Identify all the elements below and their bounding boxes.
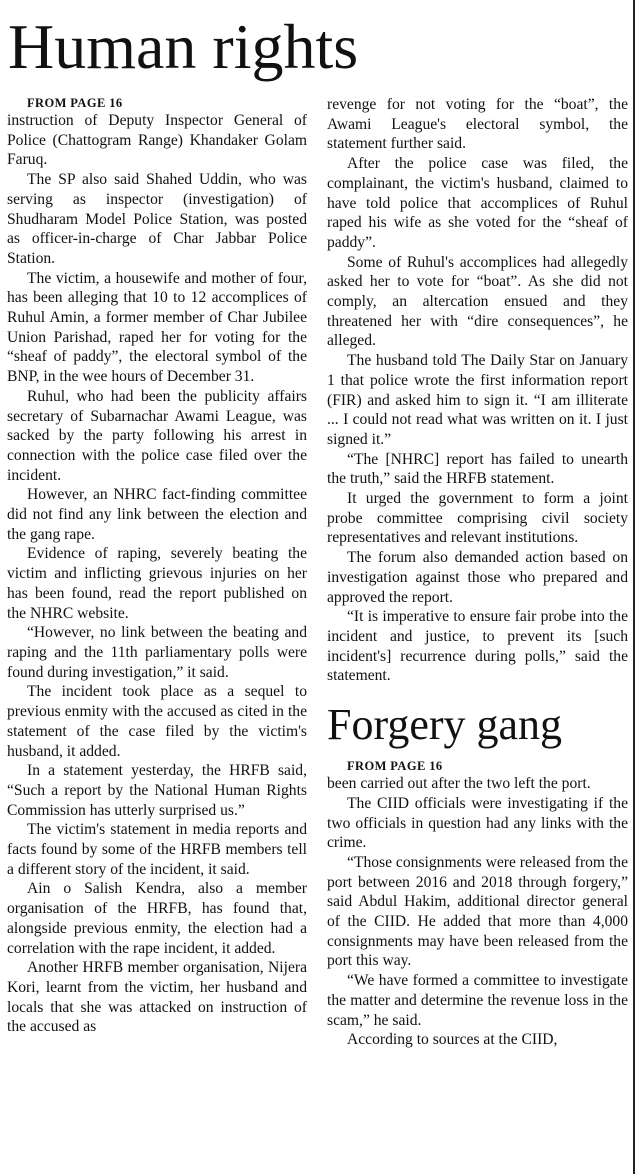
article-paragraph: “The [NHRC] report has failed to unearth the truth,” said the HRFB statement. [327,450,628,488]
article-paragraph: The SP also said Shahed Uddin, who was serving as inspector (investigation) of Shudharam Model Police Station, was posted as officer-in-charge of Char Jabbar Police Station. [7,171,307,267]
article-paragraph: After the police case was filed, the complainant, the victim's husband, claimed to have told police that accomplices of Ruhul raped his wife as she voted for the “sheaf of paddy”. [327,155,628,251]
from-page-label: FROM PAGE 16 [27,96,123,110]
article-paragraph: “Those consignments were released from the port between 2016 and 2018 through forgery,” said Abdul Hakim, additional director general of the CIID. He added that more than 4,000 consignments may have been released from the port this way. [327,853,628,970]
article-paragraph: revenge for not voting for the “boat”, the Awami League's electoral symbol, the statement further said. [327,96,628,153]
from-page-label: FROM PAGE 16 [347,759,443,774]
article-paragraph: been carried out after the two left the port. [327,775,591,793]
article-paragraph: However, an NHRC fact-finding committee did not find any link between the election and the gang rape. [7,486,307,543]
article-paragraph: It urged the government to form a joint probe committee comprising civil society representatives and relevant institutions. [327,490,628,547]
article-paragraph: Ruhul, who had been the publicity affairs secretary of Subarnachar Awami League, was sacked by the party following his arrest in connection with the police case filed over the incident. [7,387,307,484]
article-paragraph: Evidence of raping, severely beating the victim and inflicting grievous injuries on her has been found, read the report published on the NHRC website. [7,545,307,622]
article-paragraph: The victim, a housewife and mother of four, has been alleging that 10 to 12 accomplices of Ruhul Amin, a former member of Char Jubilee Union Parishad, raped her for voting for the “sheaf of paddy”, the electoral symbol of the BNP, in the wee hours of December 31. [7,269,307,386]
article-paragraph: “It is imperative to ensure fair probe into the incident and justice, to prevent its [such incident's] recurrence during polls,” said the statement. [327,608,628,685]
article-paragraph: The victim's statement in media reports and facts found by some of the HRFB members tell a different story of the incident, it said. [7,821,307,878]
left-column [7,95,307,1174]
right-column [327,95,628,1174]
article-paragraph: Ain o Salish Kendra, also a member organisation of the HRFB, has found that, alongside previous enmity, the election had a correlation with the rape incident, it added. [7,880,307,957]
article-headline: Human rights [8,11,359,82]
article-paragraph: The forum also demanded action based on investigation against those who prepared and approved the report. [327,549,628,606]
second-article-headline: Forgery gang [327,700,563,750]
article-paragraph: Some of Ruhul's accomplices had allegedly asked her to vote for “boat”. As she did not comply, an altercation ensued and they threatened her with “dire consequences”, he alleged. [327,253,628,350]
article-paragraph: instruction of Deputy Inspector General of Police (Chattogram Range) Khandaker Golam Faruq. [7,112,307,169]
article-paragraph: According to sources at the CIID, [347,1031,558,1049]
article-paragraph: The CIID officials were investigating if the two officials in question had any links with the crime. [327,794,628,852]
article-paragraph: “We have formed a committee to investigate the matter and determine the revenue loss in the scam,” he said. [327,972,628,1029]
article-paragraph: “However, no link between the beating and raping and the 11th parliamentary polls were found during investigation,” it said. [7,624,307,681]
column-rule [633,0,635,1174]
article-paragraph: Another HRFB member organisation, Nijera Kori, learnt from the victim, her husband and locals that she was attacked on instruction of the accused as [7,959,307,1036]
article-paragraph: The incident took place as a sequel to previous enmity with the accused as cited in the statement of the case filed by the victim's husband, it added. [7,683,307,760]
article-paragraph: The husband told The Daily Star on January 1 that police wrote the first information report (FIR) and asked him to sign it. “I am illiterate ... I could not read what was written on it. I just signed it.” [327,352,628,448]
article-paragraph: In a statement yesterday, the HRFB said, “Such a report by the National Human Rights Commission has utterly surprised us.” [7,762,307,819]
